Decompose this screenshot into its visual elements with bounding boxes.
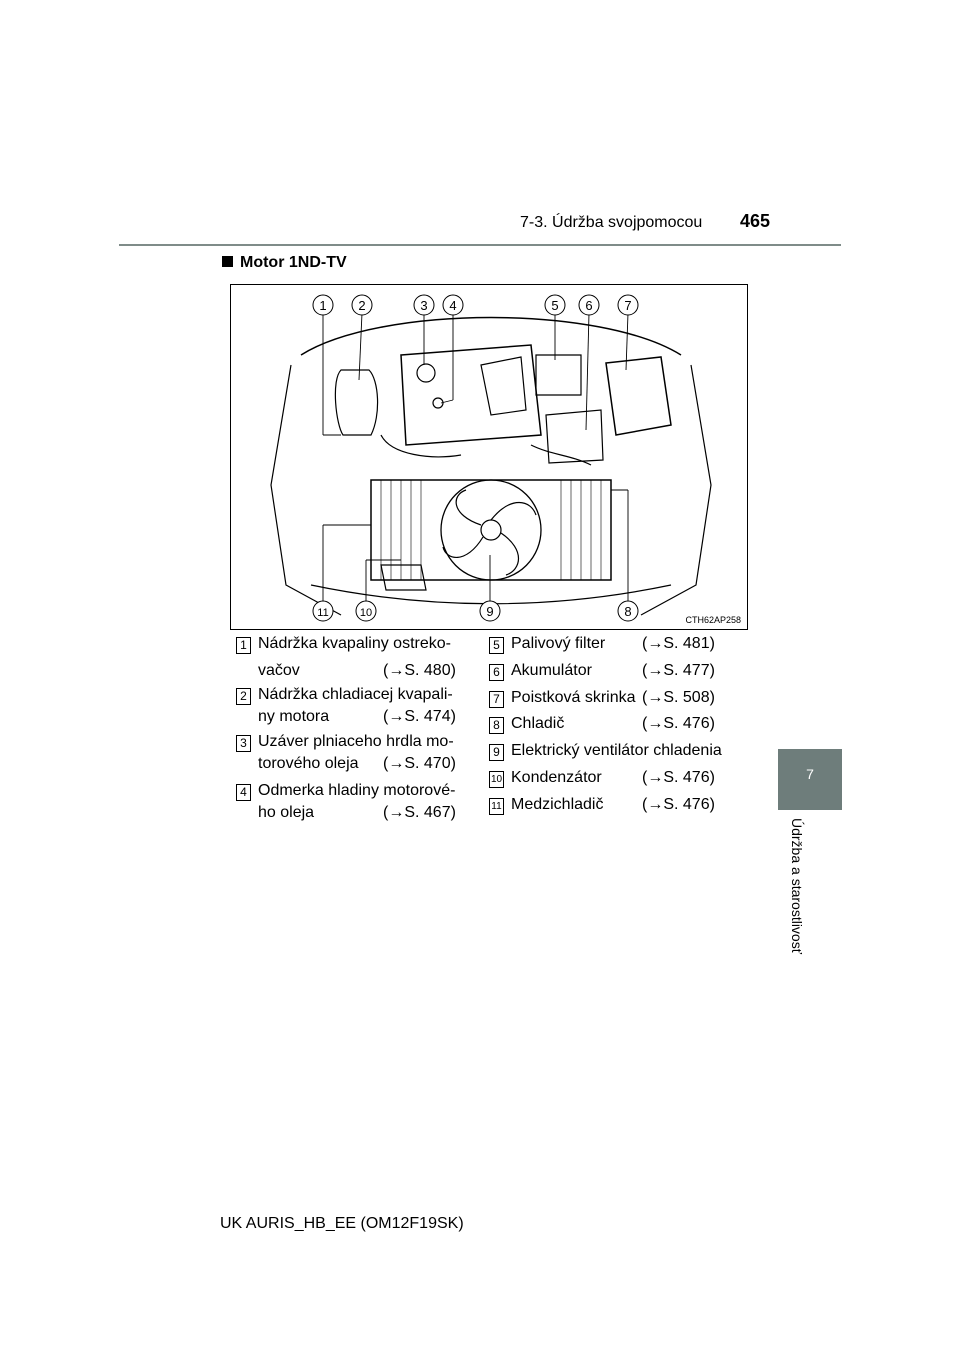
heading-text: Motor 1ND-TV — [240, 254, 347, 271]
legend-number: 7 — [489, 691, 504, 708]
callout-4: 4 — [449, 298, 457, 313]
figure-id: CTH62AP258 — [685, 615, 741, 625]
engine-compartment-figure — [230, 284, 748, 630]
callout-11: 11 — [317, 607, 329, 619]
callout-6: 6 — [585, 298, 593, 313]
legend-number: 4 — [236, 784, 251, 801]
engine-illustration — [231, 285, 748, 630]
chapter-title: Údržba a starostlivosť — [789, 818, 805, 954]
footer-model-code: UK AURIS_HB_EE (OM12F19SK) — [220, 1215, 464, 1232]
section-title: 7-3. Údržba svojpomocou — [520, 214, 703, 231]
legend-number: 6 — [489, 664, 504, 681]
legend-number: 2 — [236, 688, 251, 705]
legend-number: 3 — [236, 735, 251, 752]
chapter-tab — [778, 749, 842, 810]
callout-10: 10 — [359, 607, 373, 619]
callout-9: 9 — [486, 604, 494, 619]
callout-5: 5 — [551, 298, 559, 313]
callout-8: 8 — [624, 604, 632, 619]
legend-number: 11 — [489, 798, 504, 815]
legend-number: 5 — [489, 637, 504, 654]
callout-1: 1 — [319, 298, 327, 313]
callout-7: 7 — [624, 298, 632, 313]
legend-number: 9 — [489, 744, 504, 761]
callout-3: 3 — [420, 298, 428, 313]
legend-number: 10 — [489, 771, 504, 788]
legend-number: 1 — [236, 637, 251, 654]
bullet-square-icon — [222, 256, 233, 267]
header-rule — [119, 244, 841, 246]
callout-2: 2 — [358, 298, 366, 313]
legend-number: 8 — [489, 717, 504, 734]
page-number: 465 — [740, 211, 771, 231]
chapter-number: 7 — [806, 766, 814, 782]
section-heading — [222, 254, 347, 272]
